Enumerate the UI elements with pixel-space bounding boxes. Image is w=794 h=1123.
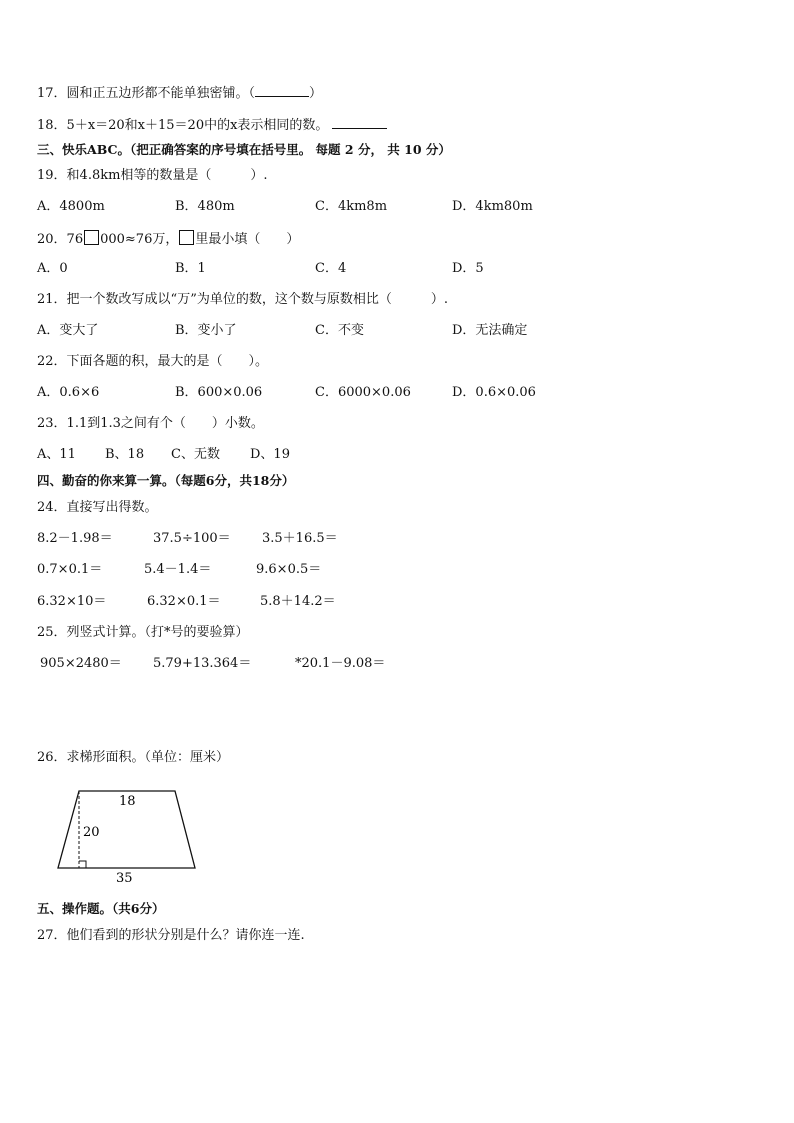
question-17	[37, 84, 322, 102]
option-b[interactable]: B．变小了	[175, 323, 237, 338]
question-20	[37, 230, 299, 248]
option-b[interactable]: B、18	[105, 447, 145, 462]
option-c[interactable]: C．4km8m	[315, 199, 388, 214]
option-c[interactable]: C．4	[315, 261, 347, 276]
right-angle-mark	[79, 861, 86, 868]
vertical-calc-item: 905×2480＝	[40, 656, 122, 671]
section-5-heading: 五、操作题。（共6分）	[37, 901, 165, 916]
section-4-heading: 四、勤奋的你来算一算。（每题6分，共18分）	[37, 473, 295, 488]
option-a[interactable]: A．0	[37, 261, 68, 276]
question-26-text: 26．求梯形面积。（单位：厘米）	[37, 750, 230, 765]
calc-item: 8.2－1.98＝	[37, 531, 113, 546]
question-18	[37, 116, 387, 134]
vertical-calc-item: 5.79+13.364＝	[153, 656, 252, 671]
trapezoid-figure	[50, 785, 210, 885]
option-a[interactable]: A．4800m	[37, 199, 105, 214]
bottom-base-label: 35	[116, 871, 133, 885]
top-base-label: 18	[119, 794, 136, 809]
option-a[interactable]: A、11	[37, 447, 76, 462]
question-21-text: 21．把一个数改写成以“万”为单位的数，这个数与原数相比（ ）.	[37, 292, 448, 307]
blank-box[interactable]	[84, 230, 99, 245]
question-20-mid: 000≈76万，	[100, 232, 179, 247]
answer-blank[interactable]	[255, 84, 309, 97]
question-27-text: 27．他们看到的形状分别是什么？请你连一连.	[37, 928, 305, 943]
question-18-text: 18．5＋x＝20和x＋15＝20中的x表示相同的数。	[37, 118, 329, 133]
question-22-text: 22．下面各题的积，最大的是（ ）。	[37, 354, 269, 369]
height-label: 20	[83, 825, 100, 840]
option-c[interactable]: C．6000×0.06	[315, 385, 411, 400]
calc-item: 3.5＋16.5＝	[262, 531, 338, 546]
blank-box[interactable]	[179, 230, 194, 245]
section-3-heading: 三、快乐ABC。（把正确答案的序号填在括号里。 每题 2 分， 共 10 分）	[37, 142, 451, 157]
option-d[interactable]: D．5	[452, 261, 484, 276]
question-23-text: 23．1.1到1.3之间有个（ ）小数。	[37, 416, 264, 431]
question-24-text: 24．直接写出得数。	[37, 500, 158, 515]
question-17-close: ）	[309, 86, 323, 101]
question-20-post: 里最小填（ ）	[195, 232, 300, 247]
question-19-text: 19．和4.8km相等的数量是（ ）.	[37, 168, 268, 183]
calc-item: 37.5÷100＝	[153, 531, 231, 546]
question-20-pre: 20．76	[37, 232, 84, 247]
option-d[interactable]: D、19	[250, 447, 290, 462]
option-a[interactable]: A．0.6×6	[37, 385, 100, 400]
question-25-text: 25．列竖式计算。（打*号的要验算）	[37, 625, 249, 640]
answer-blank[interactable]	[332, 116, 387, 129]
option-c[interactable]: C、无数	[171, 447, 220, 462]
calc-item: 5.4－1.4＝	[144, 562, 212, 577]
option-d[interactable]: D．0.6×0.06	[452, 385, 536, 400]
option-c[interactable]: C．不变	[315, 323, 364, 338]
calc-item: 5.8＋14.2＝	[260, 594, 336, 609]
option-d[interactable]: D．4km80m	[452, 199, 533, 214]
vertical-calc-item: *20.1－9.08＝	[295, 656, 386, 671]
option-a[interactable]: A．变大了	[37, 323, 99, 338]
option-b[interactable]: B．480m	[175, 199, 235, 214]
option-b[interactable]: B．1	[175, 261, 206, 276]
calc-item: 6.32×10＝	[37, 594, 107, 609]
calc-item: 6.32×0.1＝	[147, 594, 221, 609]
calc-item: 0.7×0.1＝	[37, 562, 103, 577]
question-17-text: 17．圆和正五边形都不能单独密铺。（	[37, 86, 256, 101]
calc-item: 9.6×0.5＝	[256, 562, 322, 577]
option-b[interactable]: B．600×0.06	[175, 385, 263, 400]
option-d[interactable]: D．无法确定	[452, 323, 528, 338]
